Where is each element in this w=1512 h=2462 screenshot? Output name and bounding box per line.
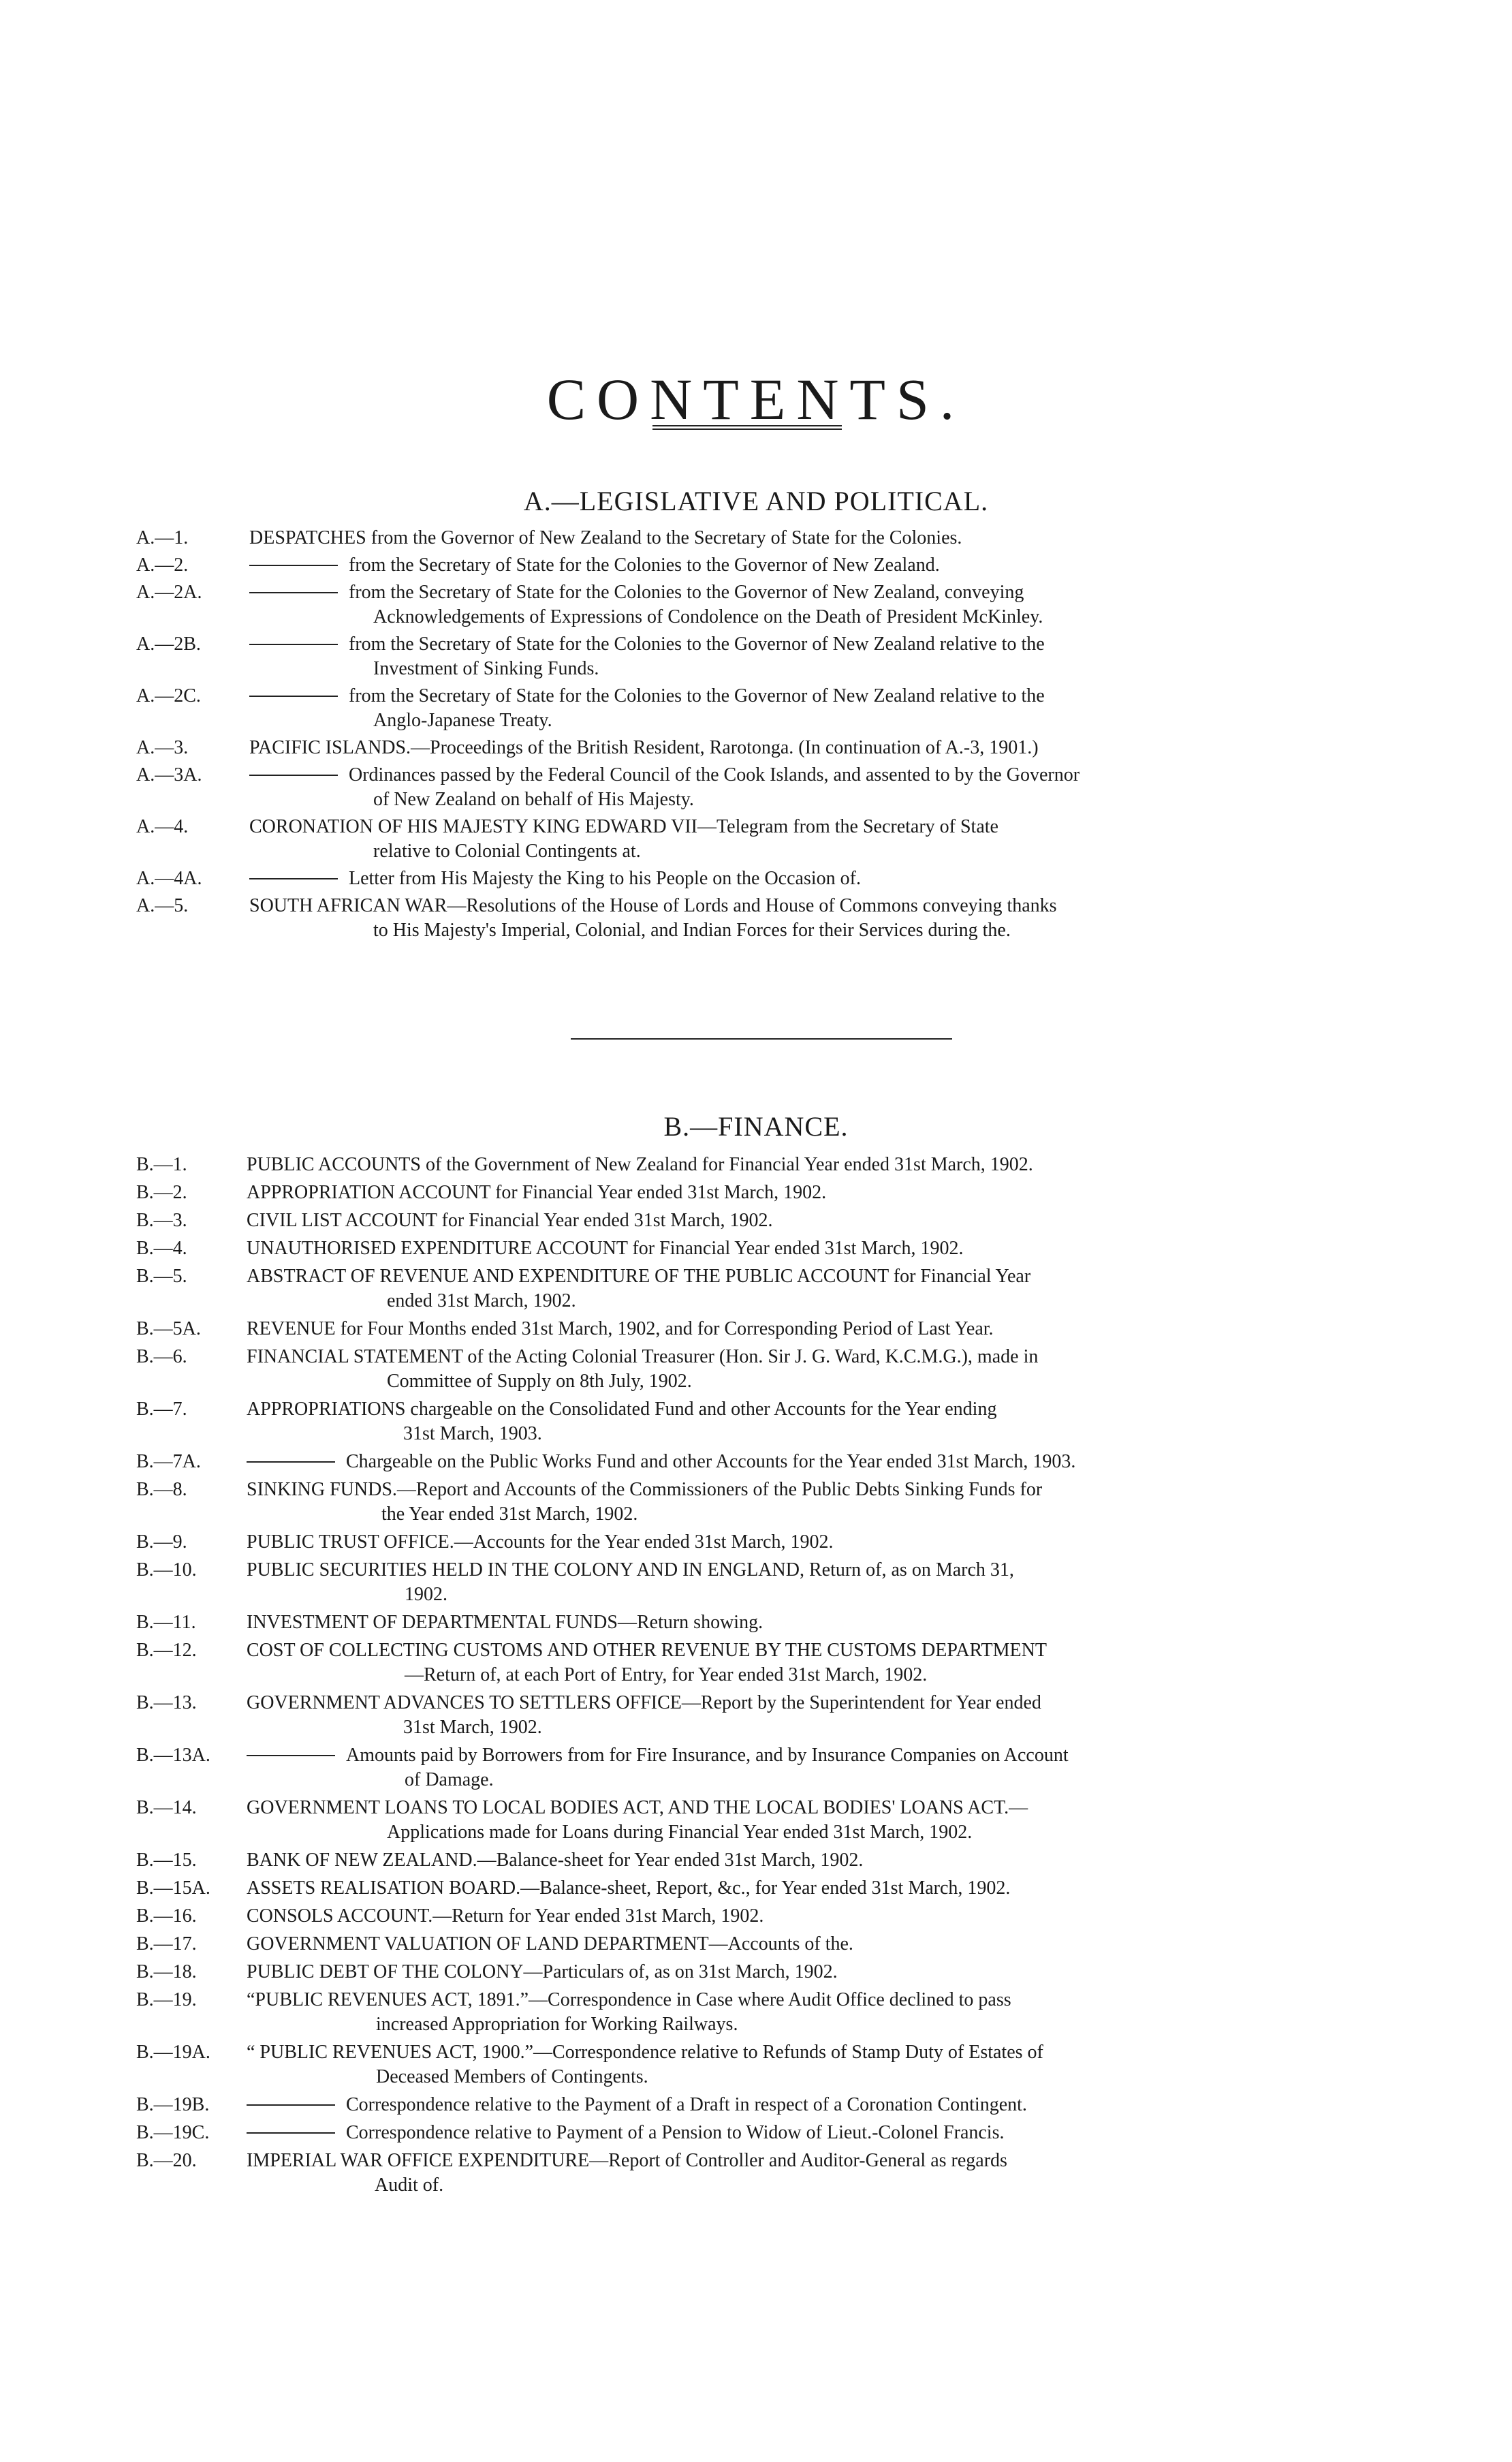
entry-text-continuation: relative to Colonial Contingents at.	[373, 841, 641, 862]
ditto-dash	[249, 592, 338, 593]
entry-text: PUBLIC SECURITIES HELD IN THE COLONY AND IN ENGLAND, Return of, as on March 31,	[247, 1559, 1014, 1580]
ditto-dash	[249, 696, 338, 697]
entry-text: SINKING FUNDS.—Report and Accounts of the Commissioners of the Public Debts Sinking Funds for	[247, 1479, 1043, 1500]
entry-text: “PUBLIC REVENUES ACT, 1891.”—Correspondence in Case where Audit Office declined to pass	[247, 1989, 1011, 2010]
entry-code: B.—17.	[136, 1933, 197, 1954]
entry-text: Correspondence relative to the Payment of a Draft in respect of a Coronation Contingent.	[346, 2094, 1027, 2115]
entry-text: APPROPRIATION ACCOUNT for Financial Year ended 31st March, 1902.	[247, 1182, 827, 1203]
entry-code: B.—5.	[136, 1266, 187, 1287]
section-b-heading: B.—FINANCE.	[663, 1111, 849, 1142]
entry-b-12	[136, 1638, 1346, 1687]
entry-b-10	[136, 1558, 1346, 1607]
entry-text: GOVERNMENT ADVANCES TO SETTLERS OFFICE—Report by the Superintendent for Year ended	[247, 1692, 1041, 1713]
entry-code: A.—3A.	[136, 764, 202, 785]
entry-a-3a	[136, 763, 1346, 812]
entry-text-continuation: 1902.	[405, 1584, 447, 1605]
entry-b-2	[136, 1181, 1346, 1205]
entry-code: A.—4A.	[136, 868, 202, 889]
entry-text: GOVERNMENT LOANS TO LOCAL BODIES ACT, AND THE LOCAL BODIES' LOANS ACT.—	[247, 1797, 1028, 1818]
entry-code: B.—7A.	[136, 1451, 201, 1472]
ditto-dash	[247, 2104, 335, 2106]
entry-b-4	[136, 1236, 1346, 1261]
entry-code: B.—1.	[136, 1154, 187, 1175]
entry-text-continuation: Investment of Sinking Funds.	[373, 658, 599, 679]
entry-text: PUBLIC TRUST OFFICE.—Accounts for the Year ended 31st March, 1902.	[247, 1531, 834, 1553]
entry-b-16	[136, 1904, 1346, 1929]
entry-text: FINANCIAL STATEMENT of the Acting Colonial Treasurer (Hon. Sir J. G. Ward, K.C.M.G.), made in	[247, 1346, 1039, 1367]
page-title: CONTENTS.	[546, 366, 966, 432]
entry-b-6	[136, 1345, 1346, 1394]
entry-b-19b	[136, 2093, 1346, 2117]
entry-text: ABSTRACT OF REVENUE AND EXPENDITURE OF THE PUBLIC ACCOUNT for Financial Year	[247, 1266, 1031, 1287]
entry-b-13a	[136, 1743, 1346, 1792]
entry-code: A.—2A.	[136, 582, 202, 603]
entry-code: B.—2.	[136, 1182, 187, 1203]
entry-text-continuation: 31st March, 1903.	[403, 1423, 542, 1444]
entry-text: from the Secretary of State for the Colonies to the Governor of New Zealand relative to the	[349, 634, 1045, 655]
entry-b-19	[136, 1988, 1346, 2037]
entry-code: B.—19B.	[136, 2094, 210, 2115]
entry-text-continuation: increased Appropriation for Working Railways.	[376, 2014, 738, 2035]
entry-code: A.—3.	[136, 737, 189, 758]
entry-text: CONSOLS ACCOUNT.—Return for Year ended 31st March, 1902.	[247, 1905, 764, 1927]
entry-text-continuation: —Return of, at each Port of Entry, for Year ended 31st March, 1902.	[405, 1664, 928, 1685]
entry-b-11	[136, 1610, 1346, 1635]
entry-text: APPROPRIATIONS chargeable on the Consolidated Fund and other Accounts for the Year ending	[247, 1399, 997, 1420]
entry-a-2	[136, 553, 1346, 578]
entry-b-17	[136, 1932, 1346, 1957]
entry-code: A.—2.	[136, 555, 189, 576]
entry-a-2b	[136, 632, 1346, 681]
entry-b-20	[136, 2149, 1346, 2198]
section-a-entries	[136, 526, 1346, 946]
entry-a-4	[136, 815, 1346, 864]
entry-text: BANK OF NEW ZEALAND.—Balance-sheet for Year ended 31st March, 1902.	[247, 1850, 864, 1871]
entry-b-14	[136, 1796, 1346, 1845]
entry-code: A.—2B.	[136, 634, 201, 655]
entry-b-15a	[136, 1876, 1346, 1901]
ditto-dash	[247, 2132, 335, 2134]
entry-code: B.—11.	[136, 1612, 196, 1633]
entry-text: SOUTH AFRICAN WAR—Resolutions of the House of Lords and House of Commons conveying thanks	[249, 895, 1057, 916]
entry-code: A.—1.	[136, 527, 189, 548]
entry-b-5	[136, 1264, 1346, 1313]
section-a-heading: A.—LEGISLATIVE AND POLITICAL.	[523, 486, 989, 516]
entry-text: Letter from His Majesty the King to his People on the Occasion of.	[349, 868, 861, 889]
entry-text-continuation: the Year ended 31st March, 1902.	[381, 1503, 638, 1525]
entry-code: B.—14.	[136, 1797, 197, 1818]
entry-text: GOVERNMENT VALUATION OF LAND DEPARTMENT—Accounts of the.	[247, 1933, 853, 1954]
entry-text: Amounts paid by Borrowers from for Fire Insurance, and by Insurance Companies on Account	[346, 1745, 1069, 1766]
entry-text: PUBLIC ACCOUNTS of the Government of New Zealand for Financial Year ended 31st March, 1902.	[247, 1154, 1033, 1175]
title-double-rule	[652, 425, 842, 430]
entry-text: from the Secretary of State for the Colonies to the Governor of New Zealand relative to the	[349, 685, 1045, 706]
entry-code: B.—10.	[136, 1559, 197, 1580]
entry-a-2a	[136, 580, 1346, 629]
entry-b-8	[136, 1478, 1346, 1527]
ditto-dash	[249, 775, 338, 776]
ditto-dash	[249, 565, 338, 566]
entry-text-continuation: Committee of Supply on 8th July, 1902.	[387, 1371, 692, 1392]
entry-text: DESPATCHES from the Governor of New Zealand to the Secretary of State for the Colonies.	[249, 527, 962, 548]
entry-b-7a	[136, 1450, 1346, 1474]
entry-code: A.—2C.	[136, 685, 201, 706]
entry-b-15	[136, 1848, 1346, 1873]
entry-code: B.—19.	[136, 1989, 197, 2010]
entry-text-continuation: Acknowledgements of Expressions of Condolence on the Death of President McKinley.	[373, 606, 1043, 627]
entry-text-continuation: 31st March, 1902.	[403, 1717, 542, 1738]
entry-text: INVESTMENT OF DEPARTMENTAL FUNDS—Return showing.	[247, 1612, 763, 1633]
entry-text: CORONATION OF HIS MAJESTY KING EDWARD VII—Telegram from the Secretary of State	[249, 816, 998, 837]
entry-text: UNAUTHORISED EXPENDITURE ACCOUNT for Financial Year ended 31st March, 1902.	[247, 1238, 964, 1259]
entry-text-continuation: Applications made for Loans during Financial Year ended 31st March, 1902.	[387, 1822, 973, 1843]
entry-text: Chargeable on the Public Works Fund and other Accounts for the Year ended 31st March, 1903.	[346, 1451, 1076, 1472]
section-b-entries	[136, 1153, 1346, 2201]
entry-text: ASSETS REALISATION BOARD.—Balance-sheet, Report, &c., for Year ended 31st March, 1902.	[247, 1877, 1011, 1899]
entry-code: B.—19C.	[136, 2122, 210, 2143]
entry-code: B.—19A.	[136, 2042, 210, 2063]
entry-text-continuation: of New Zealand on behalf of His Majesty.	[373, 789, 694, 810]
entry-a-2c	[136, 684, 1346, 733]
entry-text: “ PUBLIC REVENUES ACT, 1900.”—Correspondence relative to Refunds of Stamp Duty of Estates of	[247, 2042, 1043, 2063]
entry-code: B.—16.	[136, 1905, 197, 1927]
entry-code: B.—15A.	[136, 1877, 210, 1899]
entry-a-1	[136, 526, 1346, 550]
entry-text: from the Secretary of State for the Colonies to the Governor of New Zealand, conveying	[349, 582, 1024, 603]
entry-b-1	[136, 1153, 1346, 1177]
entry-code: B.—3.	[136, 1210, 187, 1231]
entry-text: REVENUE for Four Months ended 31st March, 1902, and for Corresponding Period of Last Year.	[247, 1318, 994, 1339]
entry-code: B.—15.	[136, 1850, 197, 1871]
entry-text-continuation: Deceased Members of Contingents.	[376, 2066, 648, 2087]
entry-code: A.—5.	[136, 895, 189, 916]
entry-code: B.—9.	[136, 1531, 187, 1553]
entry-b-19a	[136, 2040, 1346, 2089]
entry-a-5	[136, 894, 1346, 943]
entry-code: B.—18.	[136, 1961, 197, 1982]
entry-text: PUBLIC DEBT OF THE COLONY—Particulars of, as on 31st March, 1902.	[247, 1961, 838, 1982]
ditto-dash	[247, 1755, 335, 1756]
entry-b-19c	[136, 2121, 1346, 2145]
ditto-dash	[249, 644, 338, 645]
entry-text-continuation: to His Majesty's Imperial, Colonial, and Indian Forces for their Services during the.	[373, 920, 1011, 941]
entry-code: B.—12.	[136, 1640, 197, 1661]
ditto-dash	[247, 1461, 335, 1463]
entry-text-continuation: of Damage.	[405, 1769, 494, 1790]
entry-text: CIVIL LIST ACCOUNT for Financial Year ended 31st March, 1902.	[247, 1210, 773, 1231]
entry-code: A.—4.	[136, 816, 189, 837]
entry-code: B.—20.	[136, 2150, 197, 2171]
entry-a-4a	[136, 867, 1346, 891]
entry-b-5a	[136, 1317, 1346, 1341]
entry-code: B.—4.	[136, 1238, 187, 1259]
ditto-dash	[249, 878, 338, 879]
entry-code: B.—8.	[136, 1479, 187, 1500]
entry-text-continuation: ended 31st March, 1902.	[387, 1290, 576, 1311]
entry-code: B.—13.	[136, 1692, 197, 1713]
entry-text: IMPERIAL WAR OFFICE EXPENDITURE—Report of Controller and Auditor-General as regards	[247, 2150, 1007, 2171]
entry-text: Ordinances passed by the Federal Council of the Cook Islands, and assented to by the Governor	[349, 764, 1080, 785]
entry-b-7	[136, 1397, 1346, 1446]
entry-code: B.—5A.	[136, 1318, 201, 1339]
entry-b-18	[136, 1960, 1346, 1984]
entry-code: B.—7.	[136, 1399, 187, 1420]
entry-text: Correspondence relative to Payment of a Pension to Widow of Lieut.-Colonel Francis.	[346, 2122, 1005, 2143]
entry-b-13	[136, 1691, 1346, 1740]
entry-b-3	[136, 1209, 1346, 1233]
section-divider-rule	[571, 1038, 952, 1040]
entry-b-9	[136, 1530, 1346, 1555]
entry-text-continuation: Audit of.	[375, 2175, 444, 2196]
entry-text-continuation: Anglo-Japanese Treaty.	[373, 710, 552, 731]
entry-code: B.—6.	[136, 1346, 187, 1367]
entry-text: from the Secretary of State for the Colonies to the Governor of New Zealand.	[349, 555, 940, 576]
entry-code: B.—13A.	[136, 1745, 210, 1766]
entry-text: PACIFIC ISLANDS.—Proceedings of the British Resident, Rarotonga. (In continuation of A.-3, 1901.)	[249, 737, 1039, 758]
entry-a-3	[136, 736, 1346, 760]
entry-text: COST OF COLLECTING CUSTOMS AND OTHER REVENUE BY THE CUSTOMS DEPARTMENT	[247, 1640, 1047, 1661]
